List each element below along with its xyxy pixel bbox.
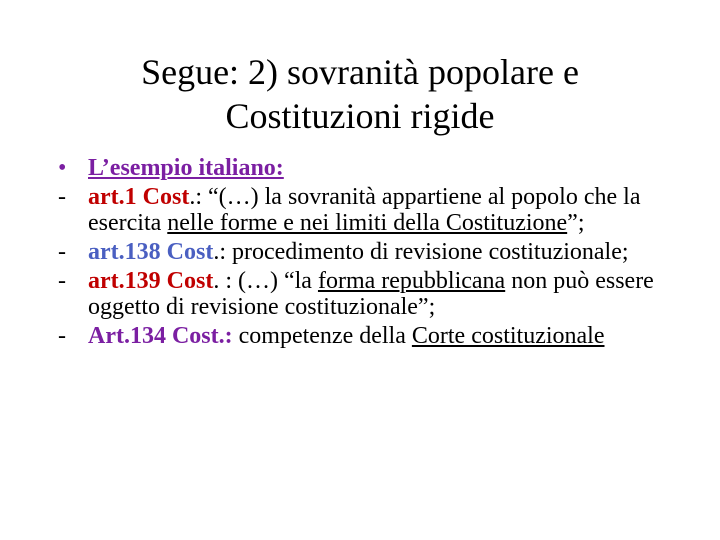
- underlined-text: forma repubblicana: [317, 268, 506, 294]
- article-reference: Art.134 Cost.:: [88, 323, 233, 349]
- list-item-art-134: [58, 323, 678, 349]
- item-text-end: ”;: [567, 210, 585, 236]
- dash-marker: -: [58, 184, 66, 210]
- article-reference-suffix: .:: [213, 239, 226, 265]
- slide-title-line-1: Segue: 2) sovranità popolare e: [141, 52, 579, 92]
- item-text-end: non può essere oggetto di revisione costituzionale”;: [88, 268, 654, 320]
- bullet-list: [58, 155, 678, 352]
- list-item-art-1: [58, 184, 678, 236]
- article-reference: art.1 Cost: [88, 184, 190, 210]
- item-text: “(…) la sovranità appartiene al popolo che la esercita: [88, 184, 641, 236]
- bullet-heading-item: [58, 155, 678, 181]
- article-reference-suffix: .:: [189, 184, 202, 210]
- dash-marker: -: [58, 323, 66, 349]
- article-reference-suffix: . :: [213, 268, 232, 294]
- list-item-art-139: [58, 268, 678, 320]
- item-text: competenze della: [232, 323, 412, 349]
- underlined-text: nelle forme e nei limiti della Costituzione: [167, 210, 568, 236]
- slide-title-line-2: Costituzioni rigide: [225, 96, 495, 136]
- underlined-text: Corte costituzionale: [411, 323, 605, 349]
- dash-marker: -: [58, 239, 66, 265]
- slide-title: [0, 50, 720, 138]
- item-text: procedimento di revisione costituzionale;: [225, 239, 629, 265]
- dash-marker: -: [58, 268, 66, 294]
- article-reference: art.139 Cost: [88, 268, 214, 294]
- item-text: (…) “la: [231, 268, 318, 294]
- list-item-art-138: [58, 239, 678, 265]
- article-reference: art.138 Cost: [88, 239, 214, 265]
- section-heading: L’esempio italiano:: [88, 155, 284, 181]
- bullet-dot-icon: •: [58, 155, 67, 181]
